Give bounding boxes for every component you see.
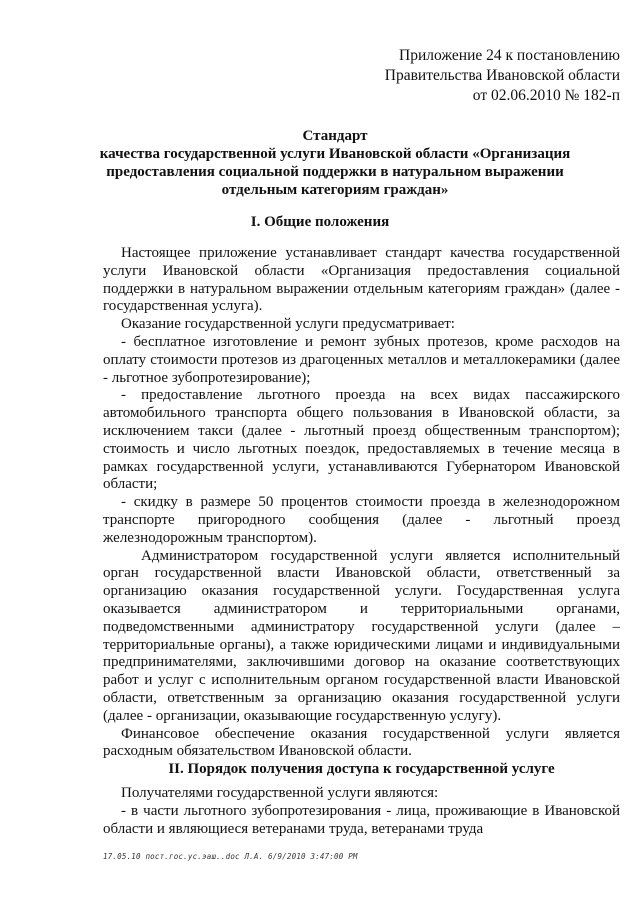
appendix-line-1: Приложение 24 к постановлению (399, 47, 620, 64)
list-item: - в части льготного зубопротезирования - лица, проживающие в Ивановской области и являющиеся ветеранами труда, ветеранами труда (103, 802, 620, 837)
section-1-heading: I. Общие положения (250, 214, 390, 230)
list-item: - скидку в размере 50 процентов стоимости проезда в железнодорожном транспорте пригородного сообщения (далее - льготный проезд железнодорожным транспортом). (103, 494, 620, 546)
paragraph: Финансовое обеспечение оказания государственной услуги является расходным обязательством Ивановской области. (103, 725, 620, 760)
paragraph: Оказание государственной услуги предусматривает: (121, 316, 455, 333)
document-title (90, 127, 580, 199)
file-footer: 17.05.10 пост.гос.ус.эаш..doc Л.А. 6/9/2010 3:47:00 PM (103, 852, 358, 861)
appendix-line-2: Правительства Ивановской области (384, 67, 620, 84)
appendix-header (385, 46, 620, 106)
list-item: - бесплатное изготовление и ремонт зубных протезов, кроме расходов на оплату стоимости протезов из драгоценных металлов и металлокерамики (далее - льготное зубопротезирование); (103, 333, 620, 386)
appendix-line-3: от 02.06.2010 № 182-п (472, 87, 620, 104)
paragraph: Администратором государственной услуги является исполнительный орган государственной власти Ивановской области, ответственный за организацию оказания государственной услуги. Государственная услуга оказывается администратором и территориальными органами, подведомственными администратору государственной услуги (далее – территориальные органы), а также юридическими лицами и индивидуальными предпринимателями, заключившими договор на оказание соответствующих работ и услуг с исполнительным органом государственной власти Ивановской области, ответственным за организацию оказания государственной услуги (далее - организации, оказывающие государственную услугу). (103, 547, 620, 724)
list-item: - предоставление льготного проезда на всех видах пассажирского автомобильного транспорта общего пользования в Ивановской области, за исключением такси (далее - льготный проезд общественным транспортом); стоимость и число льготных поездок, предоставляемых в течение месяца в рамках государственной услуги, устанавливаются Губернатором Ивановской области; (103, 387, 620, 493)
title-description: качества государственной услуги Ивановской области «Организация предоставления социальной поддержки в натуральном выражении отдельным категориям граждан» (99, 146, 571, 198)
section-1-body (103, 245, 620, 761)
paragraph: Получателями государственной услуги являются: (121, 785, 439, 801)
title-standard: Стандарт (302, 128, 368, 144)
section-2-heading: II. Порядок получения доступа к государственной услуге (168, 761, 555, 777)
section-2-body (103, 785, 620, 838)
paragraph: Настоящее приложение устанавливает стандарт качества государственной услуги Ивановской области «Организация предоставления социальной поддержки в натуральном выражении отдельным категориям граждан» (далее - государственная услуга). (103, 245, 620, 315)
